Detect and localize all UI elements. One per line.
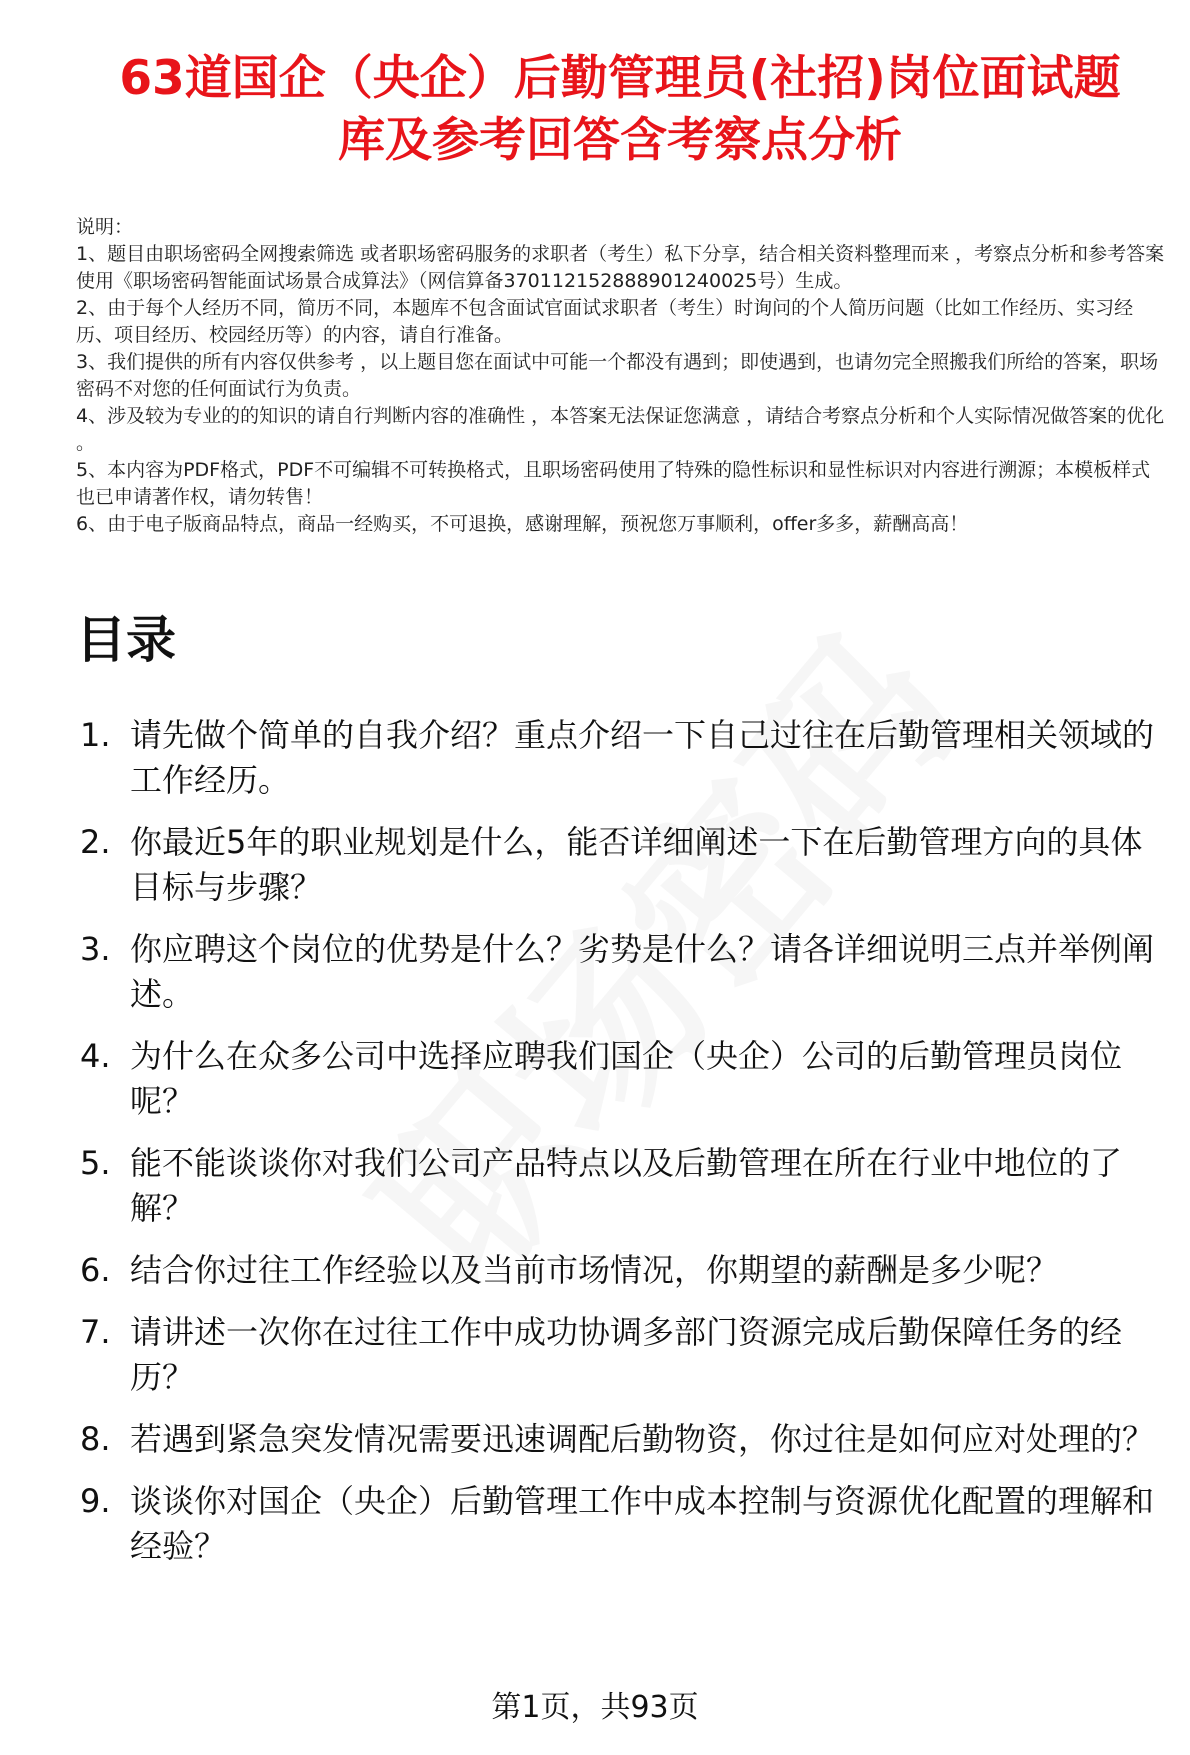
toc-item-text: 结合你过往工作经验以及当前市场情况，你期望的薪酬是多少呢？ (130, 1251, 1059, 1289)
toc-item-number: 3. (80, 930, 111, 968)
toc-list (76, 713, 1168, 1586)
title-line-1: 63道国企（央企）后勤管理员(社招)岗位面试题 (119, 51, 1121, 106)
notes-section (76, 214, 1166, 538)
note-item: 1、题目由职场密码全网搜索筛选 或者职场密码服务的求职者（考生）私下分享，结合相关资料整理而来 ，考察点分析和参考答案使用《职场密码智能面试场景合成算法》（网信算备370112152888901240025号）生成。 (76, 243, 1165, 292)
toc-item-number: 9. (80, 1482, 111, 1520)
toc-item[interactable] (76, 927, 1168, 1017)
toc-item-text: 能不能谈谈你对我们公司产品特点以及后勤管理在所在行业中地位的了解？ (130, 1144, 1123, 1227)
toc-item[interactable] (76, 1479, 1168, 1569)
toc-item-number: 2. (80, 823, 111, 861)
toc-item[interactable] (76, 820, 1168, 910)
toc-item-text: 谈谈你对国企（央企）后勤管理工作中成本控制与资源优化配置的理解和经验？ (130, 1482, 1155, 1565)
toc-item-text: 为什么在众多公司中选择应聘我们国企（央企）公司的后勤管理员岗位呢？ (130, 1037, 1123, 1120)
toc-item[interactable] (76, 1248, 1168, 1293)
toc-heading: 目录 (76, 611, 176, 669)
toc-item-text: 你应聘这个岗位的优势是什么？劣势是什么？请各详细说明三点并举例阐述。 (130, 930, 1155, 1013)
toc-item-text: 你最近5年的职业规划是什么，能否详细阐述一下在后勤管理方向的具体目标与步骤？ (130, 823, 1143, 906)
toc-item-number: 5. (80, 1144, 111, 1182)
toc-item-number: 1. (80, 716, 111, 754)
note-item: 3、我们提供的所有内容仅供参考 ，以上题目您在面试中可能一个都没有遇到；即使遇到，也请勿完全照搬我们所给的答案，职场密码不对您的任何面试行为负责。 (76, 351, 1159, 400)
toc-item-number: 7. (80, 1313, 111, 1351)
title-line-2: 库及参考回答含考察点分析 (338, 113, 902, 168)
page-footer: 第1页，共93页 (491, 1690, 699, 1725)
toc-item[interactable] (76, 1034, 1168, 1124)
toc-item-text: 请先做个简单的自我介绍？重点介绍一下自己过往在后勤管理相关领域的工作经历。 (130, 716, 1155, 799)
note-item: 4、涉及较为专业的的知识的请自行判断内容的准确性 ，本答案无法保证您满意 ，请结合考察点分析和个人实际情况做答案的优化 。 (76, 405, 1165, 454)
notes-heading: 说明： (76, 216, 134, 238)
toc-item[interactable] (76, 1417, 1168, 1462)
note-item: 6、由于电子版商品特点，商品一经购买，不可退换，感谢理解，预祝您万事顺利，offer多多，薪酬高高！ (76, 513, 969, 535)
toc-item-number: 8. (80, 1420, 111, 1458)
toc-item-text: 若遇到紧急突发情况需要迅速调配后勤物资，你过往是如何应对处理的？ (130, 1420, 1155, 1458)
toc-item-text: 请讲述一次你在过往工作中成功协调多部门资源完成后勤保障任务的经历？ (130, 1313, 1123, 1396)
toc-item[interactable] (76, 1141, 1168, 1231)
note-item: 2、由于每个人经历不同，简历不同，本题库不包含面试官面试求职者（考生）时询问的个人简历问题（比如工作经历、实习经历、项目经历、校园经历等）的内容，请自行准备。 (76, 297, 1134, 346)
note-item: 5、本内容为PDF格式，PDF不可编辑不可转换格式，且职场密码使用了特殊的隐性标识和显性标识对内容进行溯源；本模板样式也已申请著作权，请勿转售！ (76, 459, 1151, 508)
toc-item-number: 6. (80, 1251, 111, 1289)
toc-item[interactable] (76, 713, 1168, 803)
document-title (60, 48, 1180, 172)
toc-item[interactable] (76, 1310, 1168, 1400)
toc-item-number: 4. (80, 1037, 111, 1075)
